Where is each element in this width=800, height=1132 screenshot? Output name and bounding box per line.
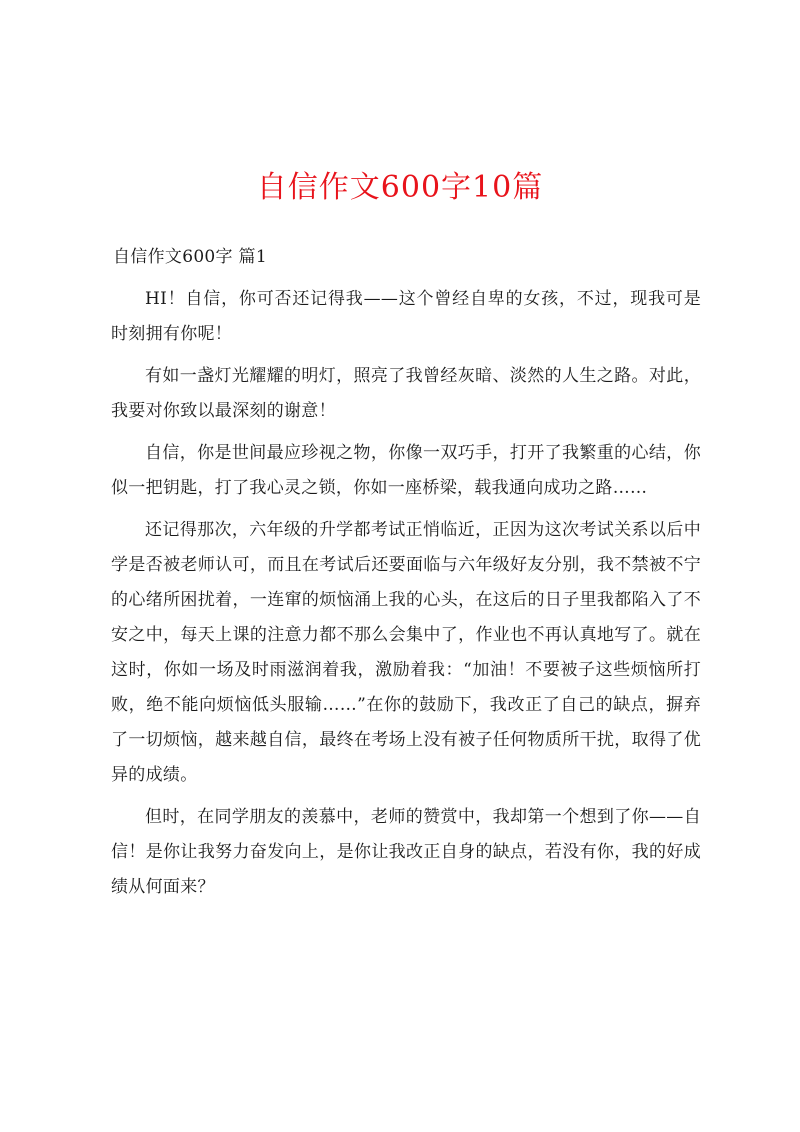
paragraph: 但时，在同学朋友的羡慕中，老师的赞赏中，我却第一个想到了你——自信！是你让我努力奋发向上，是你让我改正自身的缺点，若没有你，我的好成绩从何面来？ bbox=[111, 807, 701, 897]
paragraph: 自信，你是世间最应珍视之物，你像一双巧手，打开了我繁重的心结，你似一把钥匙，打了我心灵之锁，你如一座桥梁，载我通向成功之路…… bbox=[111, 443, 701, 498]
section-heading: 自信作文600字 篇1 bbox=[113, 247, 267, 267]
paragraph: 还记得那次，六年级的升学都考试正悄临近，正因为这次考试关系以后中学是否被老师认可，而且在考试后还要面临与六年级好友分别，我不禁被不宁的心绪所困扰着，一连窜的烦恼涌上我的心头，在这后的日子里我都陷入了不安之中，每天上课的注意力都不那么会集中了，作业也不再认真地写了。就在这时，你如一场及时雨滋润着我，激励着我：“加油！不要被子这些烦恼所打败，绝不能向烦恼低头服输……”在你的鼓励下，我改正了自己的缺点，摒弃了一切烦恼，越来越自信，最终在考场上没有被子任何物质所干扰，取得了优异的成绩。 bbox=[111, 520, 701, 785]
paragraph: HI！自信，你可否还记得我——这个曾经自卑的女孩，不过，现我可是时刻拥有你呢！ bbox=[111, 289, 701, 344]
document-title: 自信作文600字10篇 bbox=[256, 170, 544, 205]
document-body bbox=[111, 240, 701, 905]
paragraph: 有如一盏灯光耀耀的明灯，照亮了我曾经灰暗、淡然的人生之路。对此，我要对你致以最深刻的谢意！ bbox=[111, 366, 701, 421]
